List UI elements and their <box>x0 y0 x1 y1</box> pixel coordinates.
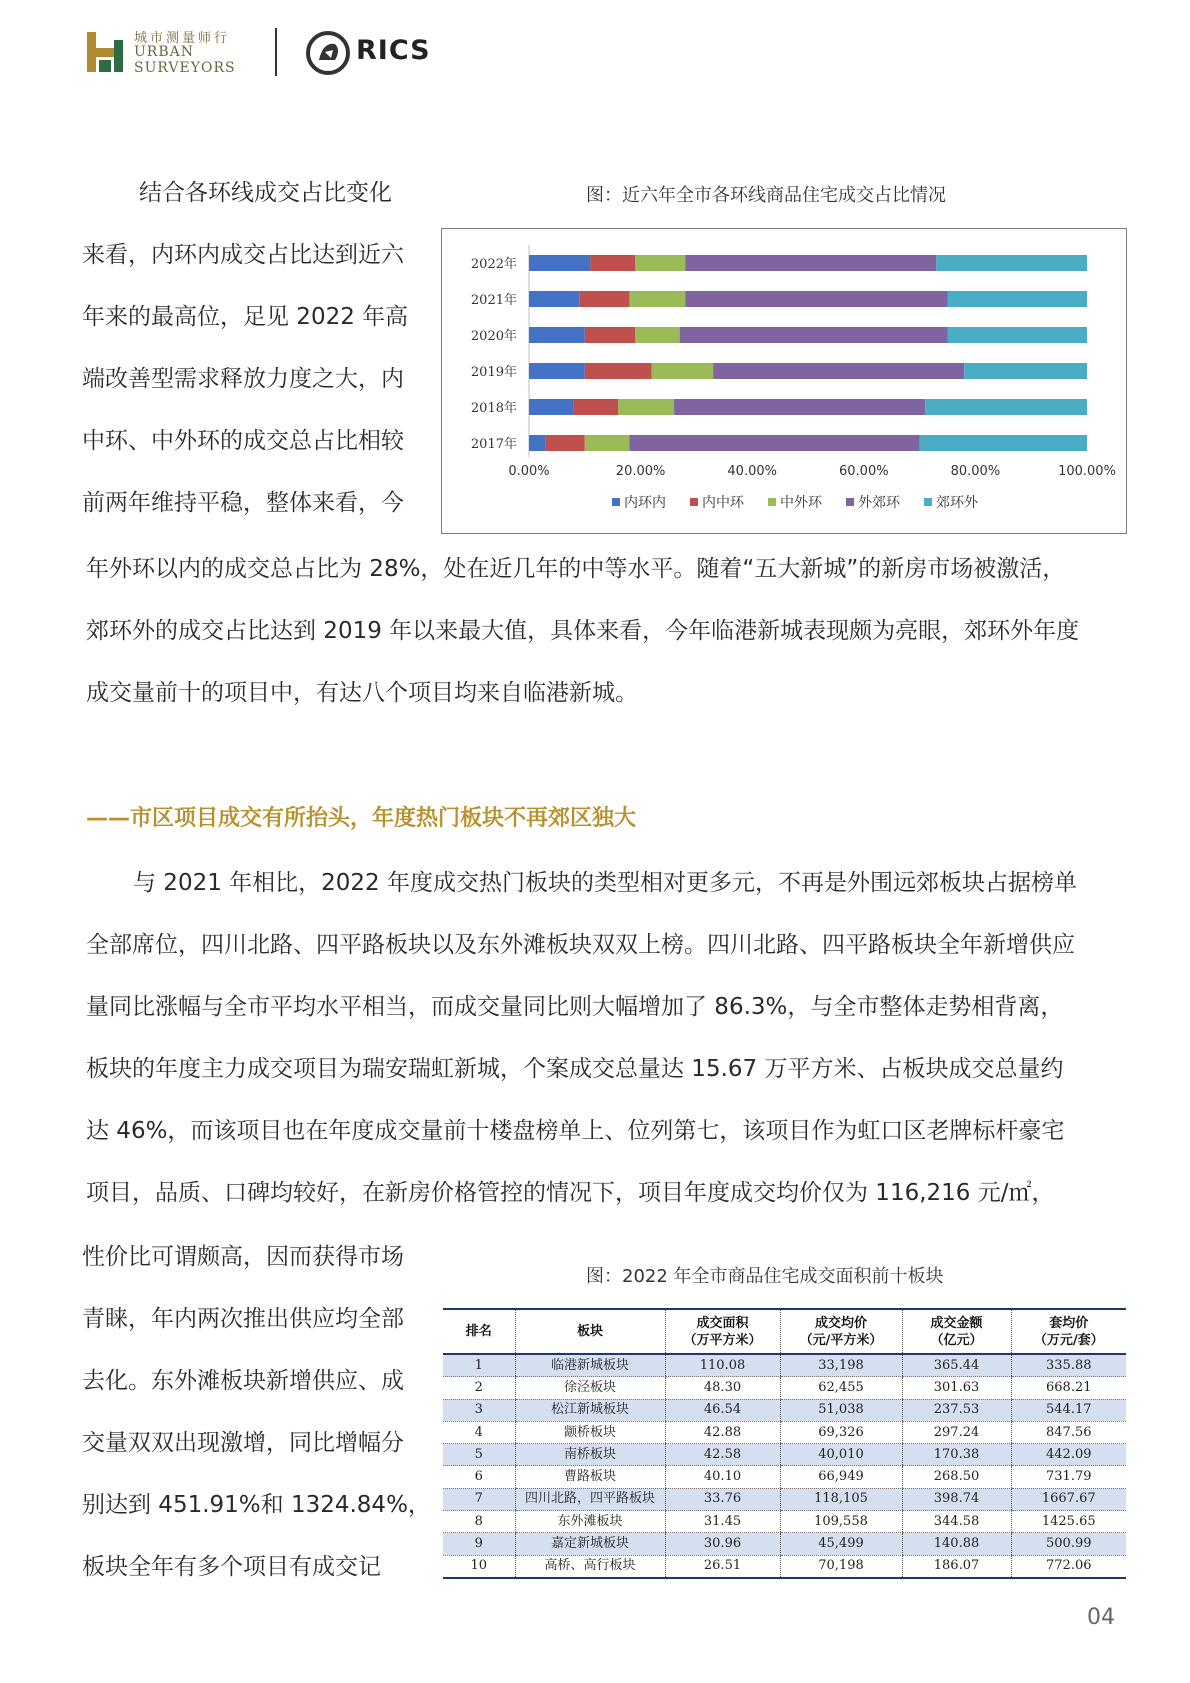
text-line: 结合各环线成交占比变化 <box>139 180 392 206</box>
table-row <box>443 1377 1126 1399</box>
bar-segment <box>635 255 685 271</box>
cell-area: 42.58 <box>665 1444 780 1466</box>
legend-label: 外郊环 <box>858 495 900 511</box>
cell-rank: 8 <box>443 1511 515 1533</box>
legend-label: 郊环外 <box>936 495 978 511</box>
cell-block: 徐泾板块 <box>515 1377 665 1399</box>
cell-amount: 365.44 <box>902 1354 1011 1377</box>
cell-area: 48.30 <box>665 1377 780 1399</box>
bar-segment <box>590 255 635 271</box>
logo-english-line1: URBAN <box>134 44 194 60</box>
bar-segment <box>920 435 1087 451</box>
text-line: 与 2021 年相比，2022 年度成交热门板块的类型相对更多元，不再是外围远郊板块占据榜单 <box>133 870 1077 896</box>
cell-avg-price: 62,455 <box>780 1377 902 1399</box>
bar-segment <box>529 255 590 271</box>
cell-unit-price: 442.09 <box>1011 1444 1126 1466</box>
cell-area: 110.08 <box>665 1354 780 1377</box>
table-row <box>443 1488 1126 1510</box>
text-line: 性价比可谓颇高，因而获得市场 <box>82 1244 404 1270</box>
cell-avg-price: 33,198 <box>780 1354 902 1377</box>
cell-block: 嘉定新城板块 <box>515 1533 665 1555</box>
table-title: 图：2022 年全市商品住宅成交面积前十板块 <box>586 1266 944 1287</box>
cell-unit-price: 847.56 <box>1011 1421 1126 1443</box>
bar-segment <box>685 291 947 307</box>
cell-block: 松江新城板块 <box>515 1399 665 1421</box>
bar-segment <box>574 399 619 415</box>
text-line: 全部席位，四川北路、四平路板块以及东外滩板块双双上榜。四川北路、四平路板块全年新增供应 <box>86 932 1075 958</box>
legend-swatch <box>690 498 698 506</box>
y-tick-label: 2017年 <box>470 437 517 452</box>
table-row <box>443 1421 1126 1443</box>
cell-area: 31.45 <box>665 1511 780 1533</box>
bar-segment <box>629 291 685 307</box>
bar-segment <box>948 327 1088 343</box>
cell-rank: 1 <box>443 1354 515 1377</box>
cell-avg-price: 66,949 <box>780 1466 902 1488</box>
text-line: 中环、中外环的成交总占比相较 <box>82 428 404 454</box>
table-row <box>443 1533 1126 1555</box>
cell-rank: 7 <box>443 1488 515 1510</box>
text-line: 成交量前十的项目中，有达八个项目均来自临港新城。 <box>86 680 638 706</box>
table-row <box>443 1399 1126 1421</box>
y-tick-label: 2021年 <box>470 293 517 308</box>
cell-unit-price: 772.06 <box>1011 1555 1126 1578</box>
rics-lion-icon <box>305 30 351 76</box>
legend-swatch <box>846 498 854 506</box>
cell-avg-price: 45,499 <box>780 1533 902 1555</box>
cell-unit-price: 1425.65 <box>1011 1511 1126 1533</box>
text-line: 年外环以内的成交总占比为 28%，处在近几年的中等水平。随着“五大新城”的新房市场被激活， <box>86 556 1066 582</box>
cell-block: 高桥、高行板块 <box>515 1555 665 1578</box>
cell-amount: 398.74 <box>902 1488 1011 1510</box>
bar-segment <box>585 327 635 343</box>
legend-swatch <box>768 498 776 506</box>
cell-rank: 9 <box>443 1533 515 1555</box>
cell-rank: 2 <box>443 1377 515 1399</box>
logo-chinese-name: 城市测量师行 <box>134 31 231 46</box>
table-header-row <box>443 1309 1126 1354</box>
bar-segment <box>618 399 674 415</box>
intro-full-width <box>86 538 1121 724</box>
text-line: 年来的最高位，足见 2022 年高 <box>82 304 409 330</box>
intro-left-column <box>82 162 432 534</box>
cell-avg-price: 51,038 <box>780 1399 902 1421</box>
cell-avg-price: 118,105 <box>780 1488 902 1510</box>
cell-block: 四川北路，四平路板块 <box>515 1488 665 1510</box>
header-divider <box>275 28 277 76</box>
text-line: 板块的年度主力成交项目为瑞安瑞虹新城，个案成交总量达 15.67 万平方米、占板块成交总量约 <box>86 1056 1064 1082</box>
cell-rank: 5 <box>443 1444 515 1466</box>
cell-amount: 237.53 <box>902 1399 1011 1421</box>
legend-label: 中外环 <box>780 495 822 511</box>
chart-svg <box>442 229 1126 533</box>
header-amount: 成交金额 （亿元） <box>902 1309 1011 1354</box>
cell-amount: 344.58 <box>902 1511 1011 1533</box>
bar-segment <box>529 327 585 343</box>
bar-segment <box>713 363 964 379</box>
text-line: 交量双双出现激增，同比增幅分 <box>82 1430 404 1456</box>
y-tick-label: 2018年 <box>470 401 517 416</box>
x-tick-label: 40.00% <box>727 464 777 479</box>
rics-logo-text: RICS <box>356 35 431 66</box>
header-rank: 排名 <box>443 1309 515 1354</box>
cell-area: 42.88 <box>665 1421 780 1443</box>
cell-amount: 170.38 <box>902 1444 1011 1466</box>
bar-segment <box>629 435 919 451</box>
cell-block: 曹路板块 <box>515 1466 665 1488</box>
cell-avg-price: 70,198 <box>780 1555 902 1578</box>
bar-segment <box>585 435 630 451</box>
header-avg-price: 成交均价 （元/平方米） <box>780 1309 902 1354</box>
bar-segment <box>529 399 574 415</box>
table-row <box>443 1444 1126 1466</box>
cell-avg-price: 40,010 <box>780 1444 902 1466</box>
legend-label: 内中环 <box>702 495 744 511</box>
text-line: 去化。东外滩板块新增供应、成 <box>82 1368 404 1394</box>
bar-segment <box>948 291 1088 307</box>
bar-segment <box>585 363 652 379</box>
bar-segment <box>579 291 629 307</box>
bar-segment <box>964 363 1087 379</box>
bar-segment <box>652 363 713 379</box>
cell-area: 26.51 <box>665 1555 780 1578</box>
cell-block: 颛桥板块 <box>515 1421 665 1443</box>
cell-amount: 186.07 <box>902 1555 1011 1578</box>
legend-label: 内环内 <box>624 495 666 511</box>
cell-amount: 301.63 <box>902 1377 1011 1399</box>
cell-area: 40.10 <box>665 1466 780 1488</box>
bar-segment <box>529 435 546 451</box>
y-tick-label: 2020年 <box>470 329 517 344</box>
table-row <box>443 1466 1126 1488</box>
cell-block: 临港新城板块 <box>515 1354 665 1377</box>
x-tick-label: 80.00% <box>950 464 1001 479</box>
cell-rank: 6 <box>443 1466 515 1488</box>
cell-block: 南桥板块 <box>515 1444 665 1466</box>
text-line: 项目，品质、口碑均较好，在新房价格管控的情况下，项目年度成交均价仅为 116,216 元/㎡， <box>86 1180 1055 1206</box>
top-ten-blocks-table <box>443 1308 1126 1579</box>
cell-unit-price: 335.88 <box>1011 1354 1126 1377</box>
section-heading: ——市区项目成交有所抬头，年度热门板块不再郊区独大 <box>86 806 637 831</box>
y-tick-label: 2022年 <box>470 257 517 272</box>
cell-rank: 4 <box>443 1421 515 1443</box>
x-tick-label: 60.00% <box>839 464 889 479</box>
bar-segment <box>685 255 936 271</box>
header-area: 成交面积 （万平方米） <box>665 1309 780 1354</box>
text-line: 量同比涨幅与全市平均水平相当，而成交量同比则大幅增加了 86.3%，与全市整体走势相背离， <box>86 994 1064 1020</box>
header-block: 板块 <box>515 1309 665 1354</box>
text-line: 别达到 451.91%和 1324.84%， <box>82 1492 431 1518</box>
bar-segment <box>925 399 1087 415</box>
x-tick-label: 0.00% <box>508 464 550 479</box>
legend-swatch <box>612 498 620 506</box>
text-line: 郊环外的成交占比达到 2019 年以来最大值，具体来看，今年临港新城表现颇为亮眼，郊环外年度 <box>86 618 1080 644</box>
bar-segment <box>529 291 579 307</box>
cell-avg-price: 109,558 <box>780 1511 902 1533</box>
cell-amount: 268.50 <box>902 1466 1011 1488</box>
cell-amount: 140.88 <box>902 1533 1011 1555</box>
cell-avg-price: 69,326 <box>780 1421 902 1443</box>
cell-area: 33.76 <box>665 1488 780 1510</box>
bar-segment <box>635 327 680 343</box>
bar-segment <box>529 363 585 379</box>
body-left-column <box>82 1226 432 1598</box>
text-line: 达 46%，而该项目也在年度成交量前十楼盘榜单上、位列第七，该项目作为虹口区老牌标杆豪宅 <box>86 1118 1065 1144</box>
table-row <box>443 1555 1126 1578</box>
bar-segment <box>680 327 948 343</box>
urban-surveyors-logo-icon <box>85 30 127 74</box>
text-line: 端改善型需求释放力度之大，内 <box>82 366 404 392</box>
cell-rank: 3 <box>443 1399 515 1421</box>
bar-segment <box>546 435 585 451</box>
bar-segment <box>674 399 925 415</box>
text-line: 板块全年有多个项目有成交记 <box>82 1554 381 1580</box>
chart-title: 图：近六年全市各环线商品住宅成交占比情况 <box>586 185 946 206</box>
logo-english-line2: SURVEYORS <box>134 60 236 76</box>
text-line: 前两年维持平稳，整体来看，今 <box>82 490 404 516</box>
legend-swatch <box>924 498 932 506</box>
header-unit-price: 套均价 （万元/套） <box>1011 1309 1126 1354</box>
cell-area: 30.96 <box>665 1533 780 1555</box>
body-full-width <box>86 852 1121 1224</box>
y-tick-label: 2019年 <box>470 365 517 380</box>
ring-share-chart <box>441 228 1127 534</box>
cell-block: 东外滩板块 <box>515 1511 665 1533</box>
cell-unit-price: 500.99 <box>1011 1533 1126 1555</box>
page-number: 04 <box>1087 1605 1115 1630</box>
cell-unit-price: 668.21 <box>1011 1377 1126 1399</box>
text-line: 来看，内环内成交占比达到近六 <box>82 242 404 268</box>
x-tick-label: 20.00% <box>615 464 666 479</box>
cell-unit-price: 1667.67 <box>1011 1488 1126 1510</box>
cell-area: 46.54 <box>665 1399 780 1421</box>
table-row <box>443 1511 1126 1533</box>
cell-unit-price: 731.79 <box>1011 1466 1126 1488</box>
text-line: 青睐，年内两次推出供应均全部 <box>82 1306 404 1332</box>
cell-unit-price: 544.17 <box>1011 1399 1126 1421</box>
table-row <box>443 1354 1126 1377</box>
x-tick-label: 100.00% <box>1058 464 1116 479</box>
cell-amount: 297.24 <box>902 1421 1011 1443</box>
bar-segment <box>936 255 1087 271</box>
cell-rank: 10 <box>443 1555 515 1578</box>
